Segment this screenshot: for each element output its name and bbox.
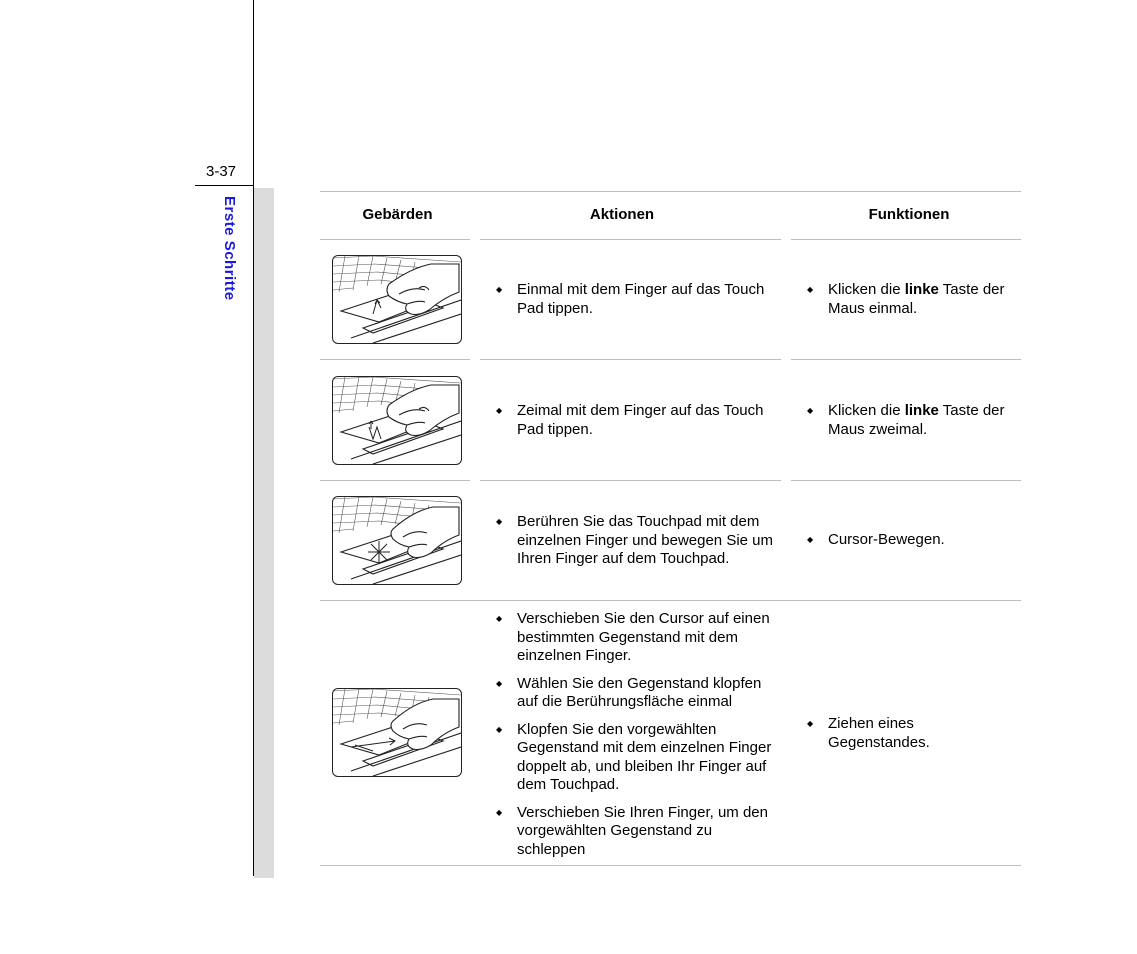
single-tap-gesture-icon [332, 255, 462, 344]
header-functions: Funktionen [868, 206, 950, 223]
row-rule [480, 480, 781, 481]
actions-list [495, 610, 783, 859]
table-top-rule [320, 191, 1021, 192]
double-tap-gesture-icon [332, 376, 462, 465]
function-text: ◆ Ziehen eines Gegenstandes. [806, 715, 1016, 752]
page-number-rule [195, 185, 254, 186]
header-rule [791, 239, 1021, 240]
page-number: 3-37 [206, 163, 237, 180]
drag-gesture-icon [332, 688, 462, 777]
function-cell [806, 281, 1016, 318]
list-item [495, 402, 785, 439]
function-text: ◆ Cursor-Bewegen. [806, 531, 1016, 550]
action-text: ◆ Berühren Sie das Touchpad mit dem einzelnen Finger und bewegen Sie um Ihren Finger auf dem Touchpad. [495, 513, 785, 569]
action-text: ◆ Wählen Sie den Gegenstand klopfen auf die Berührungsfläche einmal [495, 675, 783, 712]
row-rule [320, 359, 470, 360]
table-bottom-rule [320, 865, 1021, 866]
action-text: ◆ Verschieben Sie den Cursor auf einen bestimmten Gegenstand mit dem einzelnen Finger. [495, 610, 783, 666]
function-cell [806, 715, 1016, 752]
list-item [495, 513, 785, 569]
header-gestures: Gebärden [362, 206, 433, 223]
function-text: ◆ Klicken die linke Taste der Maus zweimal. [806, 402, 1016, 439]
section-title: Erste Schritte [221, 196, 238, 301]
action-text: ◆ Verschieben Sie Ihren Finger, um den vorgewählten Gegenstand zu schleppen [495, 804, 783, 860]
list-item [495, 281, 785, 318]
action-text: ◆ Einmal mit dem Finger auf das Touch Pad tippen. [495, 281, 785, 318]
row-rule [791, 359, 1021, 360]
header-actions: Aktionen [589, 206, 655, 223]
header-rule [480, 239, 781, 240]
action-text: ◆ Zeimal mit dem Finger auf das Touch Pad tippen. [495, 402, 785, 439]
row-rule [320, 600, 1021, 601]
section-sidebar [254, 188, 274, 878]
row-rule [480, 359, 781, 360]
row-rule [320, 480, 470, 481]
function-cell [806, 402, 1016, 439]
action-text: ◆ Klopfen Sie den vorgewählten Gegenstand mit dem einzelnen Finger doppelt ab, und bleiben Ihr Finger auf dem Touchpad. [495, 721, 783, 795]
row-rule [791, 480, 1021, 481]
function-text: ◆ Klicken die linke Taste der Maus einmal. [806, 281, 1016, 318]
move-cursor-gesture-icon [332, 496, 462, 585]
function-cell [806, 531, 1016, 550]
header-rule [320, 239, 470, 240]
